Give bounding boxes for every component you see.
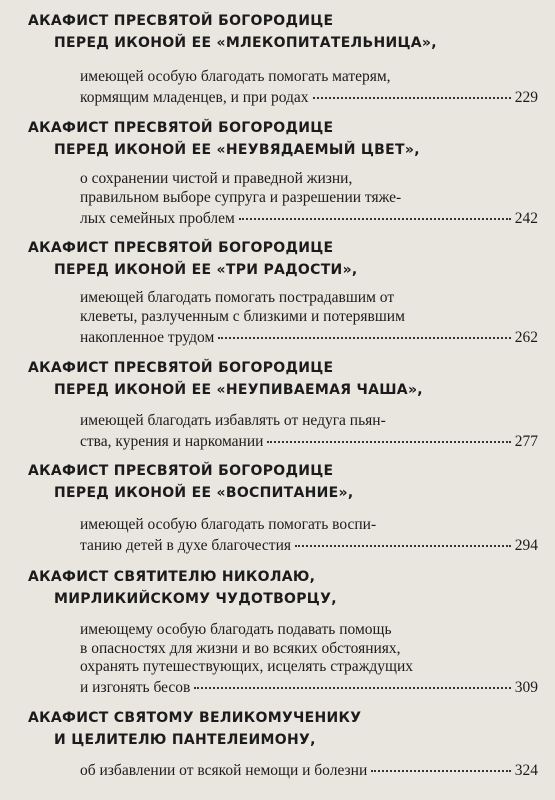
entry-heading-line: ПЕРЕД ИКОНОЙ ЕЕ «МЛЕКОПИТАТЕЛЬНИЦА», <box>54 35 437 51</box>
dot-leader <box>194 674 510 690</box>
page-number: 242 <box>514 209 538 227</box>
entry-description <box>80 289 538 347</box>
dot-leader <box>295 532 511 548</box>
entry-heading-line: ПЕРЕД ИКОНОЙ ЕЕ «ВОСПИТАНИЕ», <box>54 485 354 501</box>
entry-description-line: ства, курения и наркомании <box>80 433 264 451</box>
entry-last-line[interactable] <box>80 431 538 452</box>
entry-heading-line: ПЕРЕД ИКОНОЙ ЕЕ «НЕУПИВАЕМАЯ ЧАША», <box>54 382 423 398</box>
page-number: 294 <box>514 537 538 555</box>
entry-description-line: имеющей особую благодать помогать матерям, <box>80 68 391 85</box>
entry-heading-line: АКАФИСТ ПРЕСВЯТОЙ БОГОРОДИЦЕ <box>28 463 334 479</box>
entry-description-line: накопленное трудом <box>80 328 215 346</box>
entry-last-line[interactable] <box>80 677 538 698</box>
entry-heading <box>28 707 361 751</box>
page-number: 262 <box>514 328 538 346</box>
entry-description-line: о сохранении чистой и праведной жизни, <box>80 170 353 187</box>
entry-description-line: имеющей благодать избавлять от недуга пьян- <box>80 412 386 429</box>
entry-description <box>80 621 538 698</box>
entry-heading <box>28 566 337 610</box>
entry-heading-line: МИРЛИКИЙСКОМУ ЧУДОТВОРЦУ, <box>54 591 337 607</box>
entry-description-line: имеющей особую благодать помогать воспи- <box>80 516 377 533</box>
entry-heading <box>28 357 423 401</box>
entry-heading <box>28 10 437 54</box>
dot-leader <box>267 428 510 444</box>
dot-leader <box>239 204 511 220</box>
entry-description <box>80 412 538 452</box>
entry-description <box>80 516 538 556</box>
entry-description-line: охранять путешествующих, исцелять страждущих <box>80 658 414 675</box>
entry-description-line: и изгонять бесов <box>80 679 191 697</box>
entry-last-line[interactable] <box>80 207 538 228</box>
entry-description-line: лых семейных проблем <box>80 209 235 227</box>
entry-last-line[interactable] <box>80 87 538 108</box>
dot-leader <box>371 756 511 772</box>
entry-last-line[interactable] <box>80 759 538 780</box>
entry-heading-line: АКАФИСТ ПРЕСВЯТОЙ БОГОРОДИЦЕ <box>28 120 334 136</box>
entry-heading-line: ПЕРЕД ИКОНОЙ ЕЕ «НЕУВЯДАЕМЫЙ ЦВЕТ», <box>54 142 420 158</box>
entry-description-line: имеющему особую благодать подавать помощь <box>80 621 392 638</box>
page-number: 309 <box>514 679 538 697</box>
entry-heading-line: АКАФИСТ ПРЕСВЯТОЙ БОГОРОДИЦЕ <box>28 360 334 376</box>
entry-last-line[interactable] <box>80 326 538 347</box>
entry-description <box>80 170 538 228</box>
entry-description <box>80 68 538 108</box>
entry-description-line: кормящим младенцев, и при родах <box>80 89 309 107</box>
entry-description <box>80 759 538 780</box>
entry-heading <box>28 460 354 504</box>
entry-heading-line: ПЕРЕД ИКОНОЙ ЕЕ «ТРИ РАДОСТИ», <box>54 262 358 278</box>
entry-last-line[interactable] <box>80 535 538 556</box>
entry-heading-line: АКАФИСТ СВЯТИТЕЛЮ НИКОЛАЮ, <box>28 569 316 585</box>
entry-heading <box>28 237 358 281</box>
entry-heading <box>28 117 420 161</box>
entry-heading-line: И ЦЕЛИТЕЛЮ ПАНТЕЛЕИМОНУ, <box>54 732 316 748</box>
entry-heading-line: АКАФИСТ СВЯТОМУ ВЕЛИКОМУЧЕНИКУ <box>28 710 362 726</box>
entry-heading-line: АКАФИСТ ПРЕСВЯТОЙ БОГОРОДИЦЕ <box>28 13 334 29</box>
entry-description-line: в опасностях для жизни и во всяких обстояниях, <box>80 639 401 657</box>
dot-leader <box>218 323 510 339</box>
entry-description-line: танию детей в духе благочестия <box>80 537 291 555</box>
entry-description-line: имеющей благодать помогать пострадавшим от <box>80 289 395 306</box>
entry-description-line: об избавлении от всякой немощи и болезни <box>80 761 368 779</box>
entry-description-line: правильном выборе супруга и разрешении тяже- <box>80 188 402 206</box>
dot-leader <box>313 84 511 100</box>
entry-description-line: клеветы, разлученным с близкими и потерявшим <box>80 307 405 325</box>
page-number: 277 <box>514 433 538 451</box>
entry-heading-line: АКАФИСТ ПРЕСВЯТОЙ БОГОРОДИЦЕ <box>28 240 334 256</box>
page-number: 324 <box>514 761 538 779</box>
page-number: 229 <box>514 89 538 107</box>
